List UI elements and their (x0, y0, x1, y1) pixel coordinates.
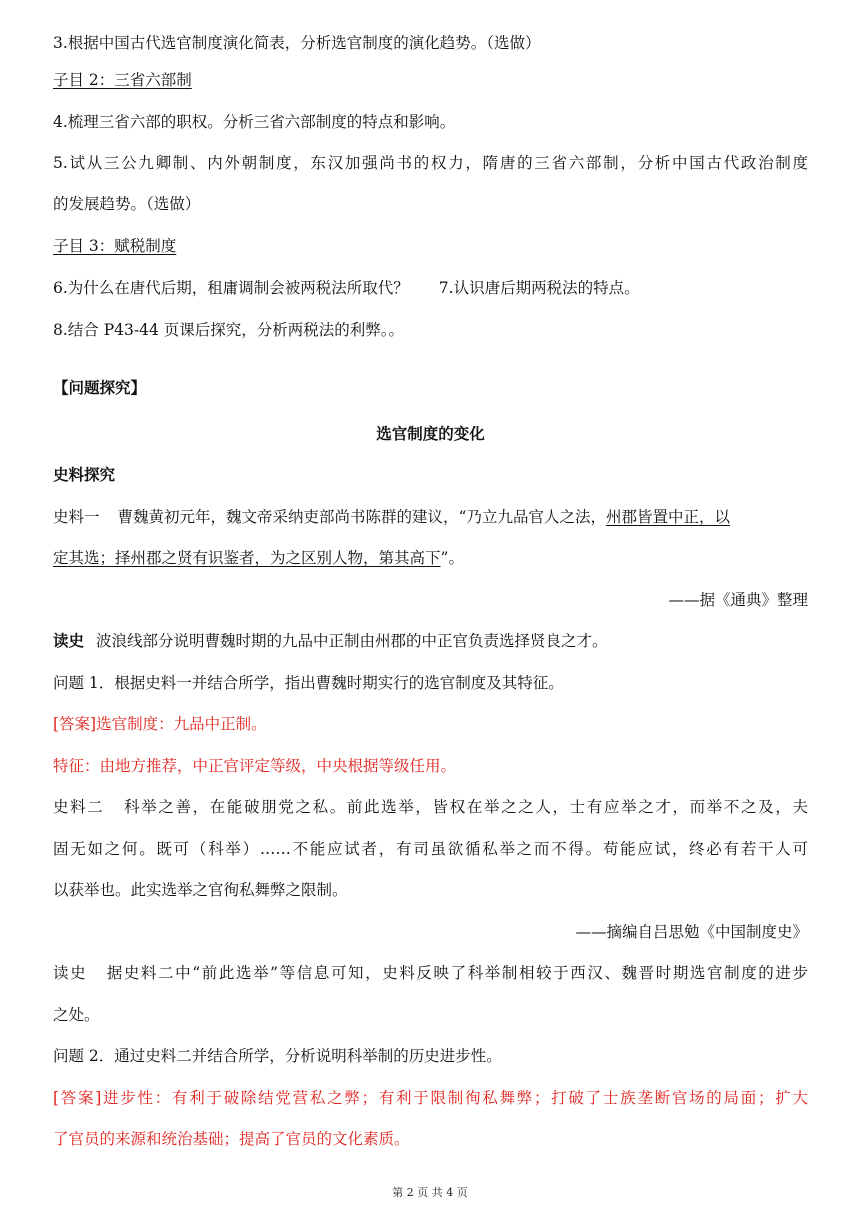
source-2-line-2: 固无如之何。既可（科举）……不能应试者，有司虽欲循私举之而不得。苟能应试，终必有若干人可 (53, 840, 808, 858)
shiliao-heading: 史料探究 (53, 465, 116, 484)
question-3: 3.根据中国古代选官制度演化简表，分析选官制度的演化趋势。（选做） (53, 34, 541, 52)
questions-6-7 (53, 277, 808, 299)
reading-2-line-1 (53, 962, 808, 984)
source-2-line-3: 以获举也。此实选举之官徇私舞弊之限制。 (53, 881, 348, 899)
question-6: 6.为什么在唐代后期，租庸调制会被两税法所取代？ (53, 279, 409, 297)
source-2-line-1 (53, 796, 808, 818)
page-footer: 第 2 页 共 4 页 (392, 1186, 468, 1199)
question-2: 问题 2．通过史料二并结合所学，分析说明科举制的历史进步性。 (53, 1047, 502, 1065)
subsection-3-title: 子目 3：赋税制度 (53, 237, 177, 255)
reading-2-text-1: 据史料二中“前此选举”等信息可知，史料反映了科举制相较于西汉、魏晋时期选官制度的进步 (105, 964, 808, 982)
reading-2-line-2: 之处。 (53, 1006, 100, 1024)
question-8: 8.结合 P43-44 页课后探究，分析两税法的利弊。。 (53, 321, 405, 339)
source-1-line-1 (53, 506, 808, 528)
answer-1-line-2: 特征：由地方推荐，中正官评定等级，中央根据等级任用。 (53, 757, 457, 775)
subsection-3-heading (53, 235, 808, 257)
question-5-line-1: 5.试从三公九卿制、内外朝制度，东汉加强尚书的权力，隋唐的三省六部制，分析中国古代政治制度 (53, 154, 808, 172)
reading-1 (53, 630, 808, 652)
source-1-wavy-text-a: 州郡皆置中正，以 (605, 508, 730, 526)
section-heading: 【问题探究】 (53, 378, 147, 397)
reading-1-label: 读史 (53, 631, 85, 650)
source-1-label: 史料一 (53, 508, 100, 526)
answer-2-line-2: 了官员的来源和统治基础；提高了官员的文化素质。 (53, 1130, 410, 1148)
source-2-text-1: 科举之善，在能破朋党之私。前此选举，皆权在举之之人，士有应举之才，而举不之及，夫 (122, 798, 808, 816)
reading-2-label: 读史 (53, 964, 88, 982)
answer-1-line-1: [答案]选官制度：九品中正制。 (53, 715, 267, 733)
source-1-text-end: ”。 (440, 549, 464, 567)
subsection-2-heading (53, 69, 808, 91)
question-7: 7.认识唐后期两税法的特点。 (438, 279, 640, 297)
question-1: 问题 1．根据史料一并结合所学，指出曹魏时期实行的选官制度及其特征。 (53, 674, 564, 692)
source-1-text: 曹魏黄初元年，魏文帝采纳吏部尚书陈群的建议，“乃立九品官人之法， (117, 508, 606, 526)
question-5-line-2: 的发展趋势。（选做） (53, 195, 201, 213)
source-2-label: 史料二 (53, 798, 105, 816)
source-1-line-2 (53, 547, 808, 569)
topic-title: 选官制度的变化 (376, 424, 485, 443)
source-1-wavy-text-b: 定其选；择州郡之贤有识鉴者，为之区别人物，第其高下 (53, 549, 441, 567)
source-1-citation: ——据《通典》整理 (668, 591, 808, 609)
answer-2-line-1: [答案]进步性：有利于破除结党营私之弊；有利于限制徇私舞弊；打破了士族垄断官场的局面；扩大 (53, 1089, 808, 1107)
subsection-2-title: 子目 2：三省六部制 (53, 71, 192, 89)
source-2-citation: ——摘编自吕思勉《中国制度史》 (575, 923, 808, 941)
question-4: 4.梳理三省六部的职权。分析三省六部制度的特点和影响。 (53, 113, 456, 131)
reading-1-text: 波浪线部分说明曹魏时期的九品中正制由州郡的中正官负责选择贤良之才。 (96, 632, 608, 650)
